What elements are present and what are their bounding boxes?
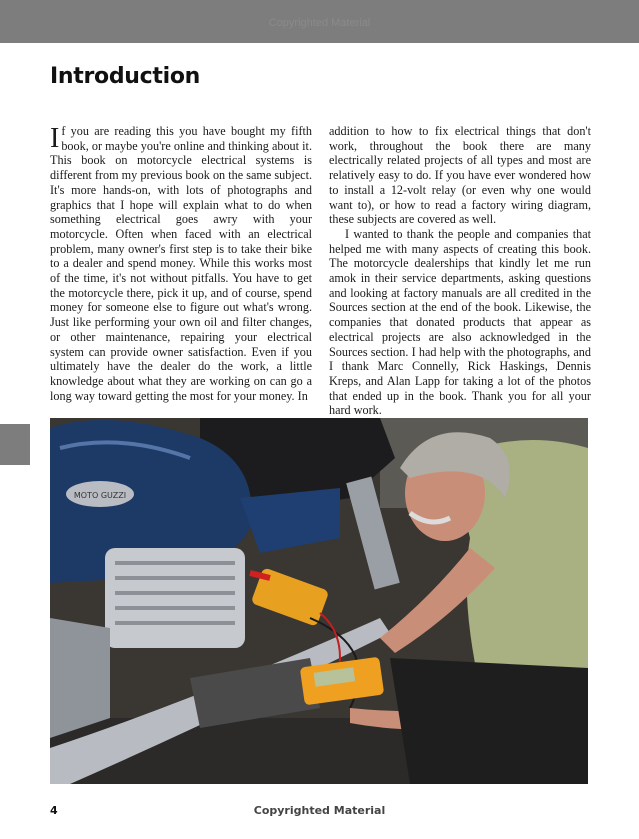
intro-paragraph-1 bbox=[50, 124, 312, 403]
page-number: 4 bbox=[50, 804, 58, 817]
tank-badge-text: MOTO GUZZI bbox=[73, 491, 127, 500]
right-column bbox=[329, 124, 591, 418]
side-tab bbox=[0, 424, 30, 465]
intro-paragraph-continued: addition to how to fix electrical things that don't work, throughout the book there are many electrically related projects of all types and most are relatively easy to do. If you have ever wondered how to install a 12-volt relay (or even why one would want to), or how to read a factory wiring diagram, these subjects are covered as well. bbox=[329, 124, 591, 227]
photo-illustration bbox=[50, 418, 588, 784]
left-column bbox=[50, 124, 312, 403]
motorcycle-photo bbox=[50, 418, 588, 784]
drop-cap: I bbox=[50, 123, 60, 154]
header-watermark: Copyrighted Material bbox=[268, 17, 371, 29]
page-title: Introduction bbox=[50, 64, 201, 89]
intro-paragraph-1-text: f you are reading this you have bought my fifth book, or maybe you're online and thinking about it. This book on motorcycle electrical systems is different from my previous book on the same subject. It's more hands-on, with lots of photographs and graphics that I hope will explain what to do when something electrical goes awry with your motorcycle. Often when faced with an electrical problem, many owner's first step is to take their bike to a dealer and spend money. While this works most of the time, it's not without pitfalls. You have to get the motorcycle there, pick it up, and of course, spend money for someone else to figure out what's wrong. Just like performing your own oil and filter changes, or other maintenance, repairing your electrical system can provide owner satisfaction. Even if you ultimately have the dealer do the work, a little knowledge about what they are working on can go a long way toward getting the most for your money. In bbox=[50, 124, 312, 403]
top-bar bbox=[0, 0, 639, 43]
copyright-notice: Copyrighted Material bbox=[253, 804, 386, 817]
intro-paragraph-2: I wanted to thank the people and companies that helped me with many aspects of creating this book. The motorcycle dealerships that kindly let me run amok in their service departments, asking questions and looking at factory manuals are all credited in the Sources section at the end of the book. Likewise, the companies that donated products that appear as electrical projects are also acknowledged in the Sources section. I had help with the photographs, and I thank Marc Connelly, Rick Haskings, Dennis Kreps, and Alan Lapp for taking a lot of the photos that ended up in the book. Thank you for all your hard work. bbox=[329, 226, 591, 418]
